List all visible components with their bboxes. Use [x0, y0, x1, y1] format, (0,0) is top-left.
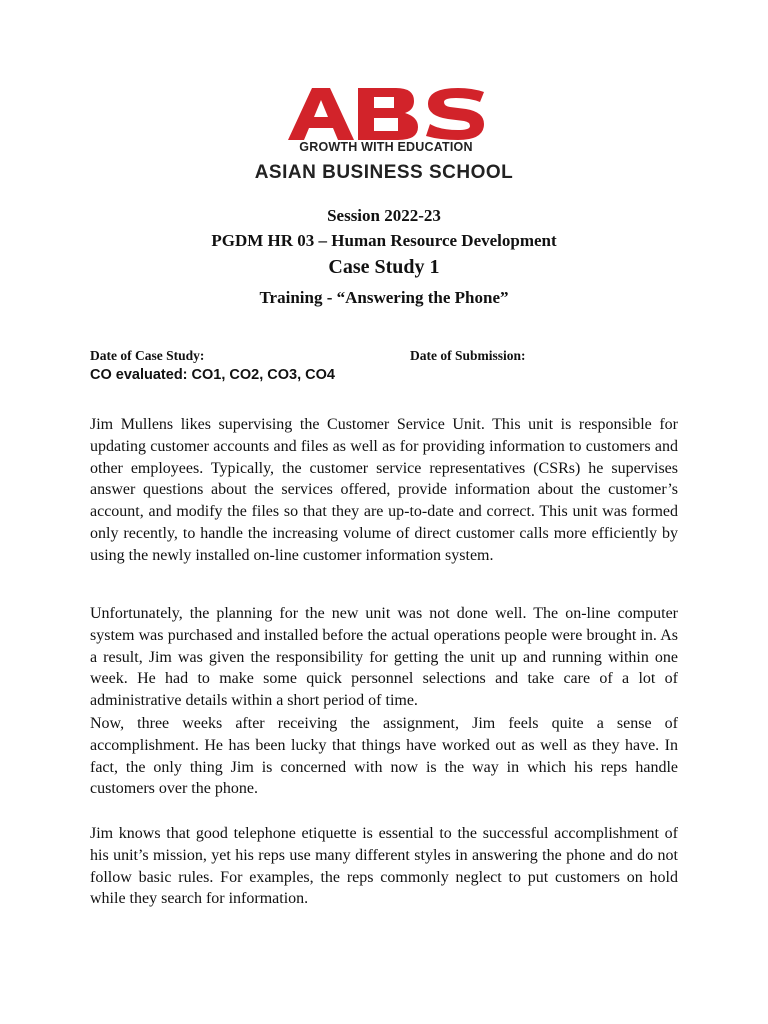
paragraph: Now, three weeks after receiving the assignment, Jim feels quite a sense of accomplishment. He has been lucky that things have worked out as well as they have. In fact, the only thing Jim is concerned with now is the way in which his reps handle customers over the phone.	[90, 715, 678, 798]
session-title: Session 2022-23	[327, 206, 441, 225]
co-evaluated: CO evaluated: CO1, CO2, CO3, CO4	[90, 367, 335, 383]
school-logo	[0, 88, 768, 188]
logo-tagline: GROWTH WITH EDUCATION	[299, 140, 473, 154]
paragraph: Jim Mullens likes supervising the Customer Service Unit. This unit is responsible for updating customer accounts and files as well as for providing information to customers and other employees. Typically, the customer service representatives (CSRs) he supervises answer questions about the services offered, provide information about the customer’s account, and modify the files so that they are up-to-date and correct. This unit was formed only recently, to handle the increasing volume of direct customer calls more efficiently by using the newly installed on-line customer information system.	[90, 416, 678, 564]
training-title: Training - “Answering the Phone”	[259, 288, 509, 307]
paragraph: Jim knows that good telephone etiquette is essential to the successful accomplishment of his unit’s mission, yet his reps use many different styles in answering the phone and do not follow basic rules. For examples, the reps commonly neglect to put customers on hold while they search for information.	[90, 825, 678, 908]
school-name: ASIAN BUSINESS SCHOOL	[254, 162, 514, 183]
course-title: PGDM HR 03 – Human Resource Development	[211, 231, 557, 250]
abs-logo-icon	[288, 88, 484, 140]
paragraph: Unfortunately, the planning for the new unit was not done well. The on-line computer system was purchased and installed before the actual operations people were brought in. As a result, Jim was given the responsibility for getting the unit up and running within one week. He had to make some quick personnel selections and take care of a lot of administrative details within a short period of time.	[90, 605, 678, 710]
date-of-case-study-label: Date of Case Study:	[90, 348, 205, 363]
case-study-title: Case Study 1	[328, 256, 440, 278]
date-of-submission-label: Date of Submission:	[410, 348, 526, 363]
